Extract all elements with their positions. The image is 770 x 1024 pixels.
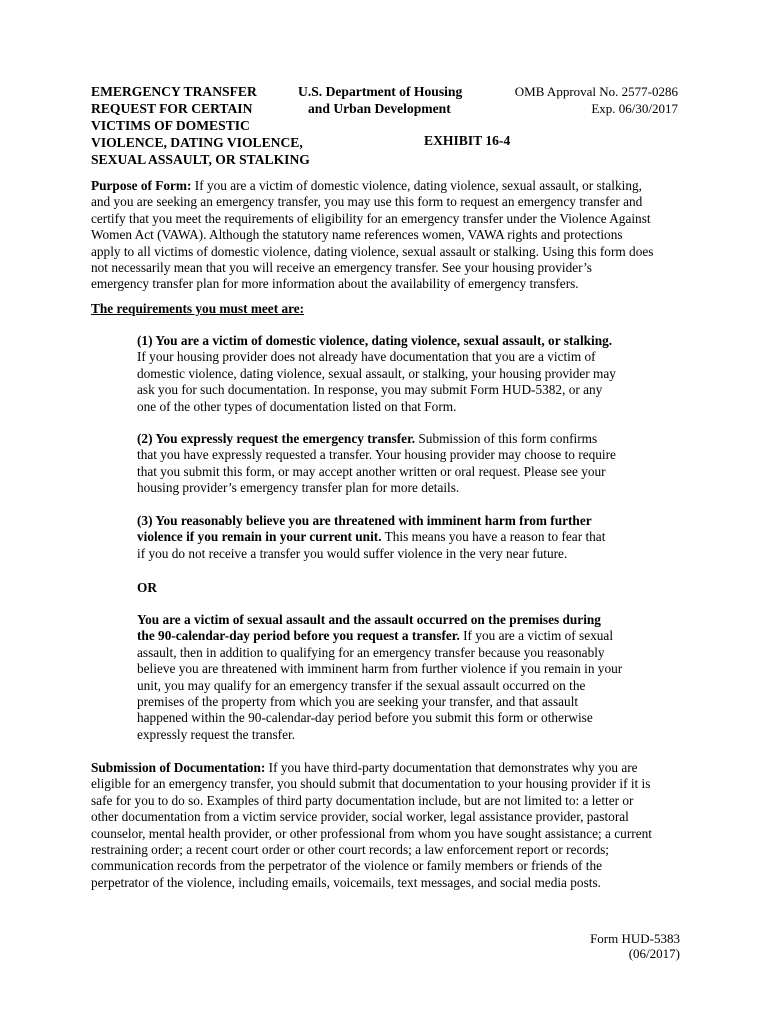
purpose-text: and you are seeking an emergency transfer, you may use this form to request an emergency transfer and: [91, 194, 643, 210]
purpose-text: not necessarily mean that you will receive an emergency transfer. See your housing provider’s: [91, 260, 592, 276]
submission-text: restraining order; a recent court order or other court records; a law enforcement report or records;: [91, 842, 609, 858]
form-footer: [590, 931, 680, 961]
alternative-text: assault, then in addition to qualifying for an emergency transfer because you reasonably: [137, 644, 605, 660]
alternative-text: premises of the property from which you are seeking your transfer, and that assault: [137, 694, 579, 710]
exhibit-label: EXHIBIT 16-4: [424, 133, 511, 148]
alternative-heading: You are a victim of sexual assault and the assault occurred on the premises during: [137, 612, 601, 627]
requirement-2: [137, 431, 637, 497]
alternative-text: believe you are threatened with imminent harm from further violence if you remain in your: [137, 661, 623, 677]
submission-paragraph: [91, 760, 691, 891]
form-title-line: VICTIMS OF DOMESTIC: [91, 118, 250, 133]
form-date: (06/2017): [628, 946, 680, 961]
omb-expiration: Exp. 06/30/2017: [591, 101, 678, 116]
requirement-1: [137, 333, 637, 415]
alternative-text: unit, you may qualify for an emergency transfer if the sexual assault occurred on the: [137, 677, 586, 693]
requirement-1-text: domestic violence, dating violence, sexual assault, or stalking, your housing provider may: [137, 365, 616, 381]
agency-name: [298, 83, 498, 117]
requirement-3-heading: (3) You reasonably believe you are threatened with imminent harm from further: [137, 513, 592, 528]
requirement-3-text: This means you have a reason to fear that: [381, 529, 606, 545]
submission-text: If you have third-party documentation that demonstrates why you are: [265, 760, 638, 775]
form-title: [91, 83, 331, 168]
form-title-line: VIOLENCE, DATING VIOLENCE,: [91, 135, 303, 150]
requirement-1-heading: (1) You are a victim of domestic violence, dating violence, sexual assault, or stalking.: [137, 333, 613, 348]
purpose-paragraph: [91, 178, 691, 293]
requirement-3-heading: violence if you remain in your current unit.: [137, 529, 382, 545]
alternative-text: expressly request the transfer.: [137, 726, 296, 742]
form-title-line: EMERGENCY TRANSFER: [91, 84, 257, 99]
purpose-text: If you are a victim of domestic violence, dating violence, sexual assault, or stalking,: [191, 178, 642, 193]
purpose-text: Women Act (VAWA). Although the statutory name references women, VAWA rights and protections: [91, 227, 623, 243]
alternative-heading: the 90-calendar-day period before you request a transfer.: [137, 628, 460, 644]
omb-approval-number: OMB Approval No. 2577-0286: [514, 84, 678, 99]
agency-name-line: U.S. Department of Housing: [298, 84, 463, 99]
or-label: OR: [137, 580, 157, 595]
submission-text: eligible for an emergency transfer, you should submit that documentation to your housing provider if it is: [91, 776, 651, 792]
requirements-heading: The requirements you must meet are:: [91, 301, 305, 316]
alternative-text: happened within the 90-calendar-day period before you submit this form or otherwise: [137, 710, 593, 726]
requirement-2-text: Submission of this form confirms: [415, 431, 598, 446]
form-number: Form HUD-5383: [590, 931, 680, 946]
submission-text: safe for you to do so. Examples of third party documentation include, but are not limited to: a letter or: [91, 792, 634, 808]
purpose-text: certify that you meet the requirements of eligibility for an emergency transfer under the Violence Against: [91, 210, 651, 226]
submission-label: Submission of Documentation:: [91, 760, 266, 775]
submission-text: other documentation from a victim service provider, social worker, legal assistance provider, pastoral: [91, 809, 629, 825]
requirement-1-text: ask you for such documentation. In response, you may submit Form HUD-5382, or any: [137, 382, 603, 398]
agency-name-line: and Urban Development: [308, 101, 451, 116]
submission-text: communication records from the perpetrator of the violence or family members or friends of the: [91, 858, 603, 874]
purpose-label: Purpose of Form:: [91, 178, 192, 193]
purpose-text: emergency transfer plan for more information about the availability of emergency transfers.: [91, 276, 579, 292]
requirement-3-alternative: [137, 612, 637, 743]
requirement-1-text: If your housing provider does not already have documentation that you are a victim of: [137, 349, 596, 365]
omb-approval: [500, 83, 678, 117]
requirement-2-text: that you submit this form, or may accept another written or oral request. Please see your: [137, 463, 606, 479]
form-title-line: SEXUAL ASSAULT, OR STALKING: [91, 152, 310, 167]
alternative-text: If you are a victim of sexual: [459, 628, 614, 644]
requirement-1-text: one of the other types of documentation listed on that Form.: [137, 398, 457, 414]
requirement-2-text: that you have expressly requested a transfer. Your housing provider may choose to require: [137, 447, 616, 463]
purpose-text: apply to all victims of domestic violence, dating violence, sexual assault or stalking. Using this form does: [91, 243, 654, 259]
submission-text: perpetrator of the violence, including emails, voicemails, text messages, and social media posts.: [91, 874, 601, 890]
requirement-3-text: if you do not receive a transfer you would suffer violence in the very near future.: [137, 545, 568, 561]
form-title-line: REQUEST FOR CERTAIN: [91, 101, 253, 116]
requirement-3: [137, 513, 637, 562]
submission-text: counselor, mental health provider, or other professional from whom you have sought assistance; a current: [91, 825, 652, 841]
requirement-2-text: housing provider’s emergency transfer plan for more details.: [137, 480, 460, 496]
requirement-2-heading: (2) You expressly request the emergency transfer.: [137, 431, 416, 446]
